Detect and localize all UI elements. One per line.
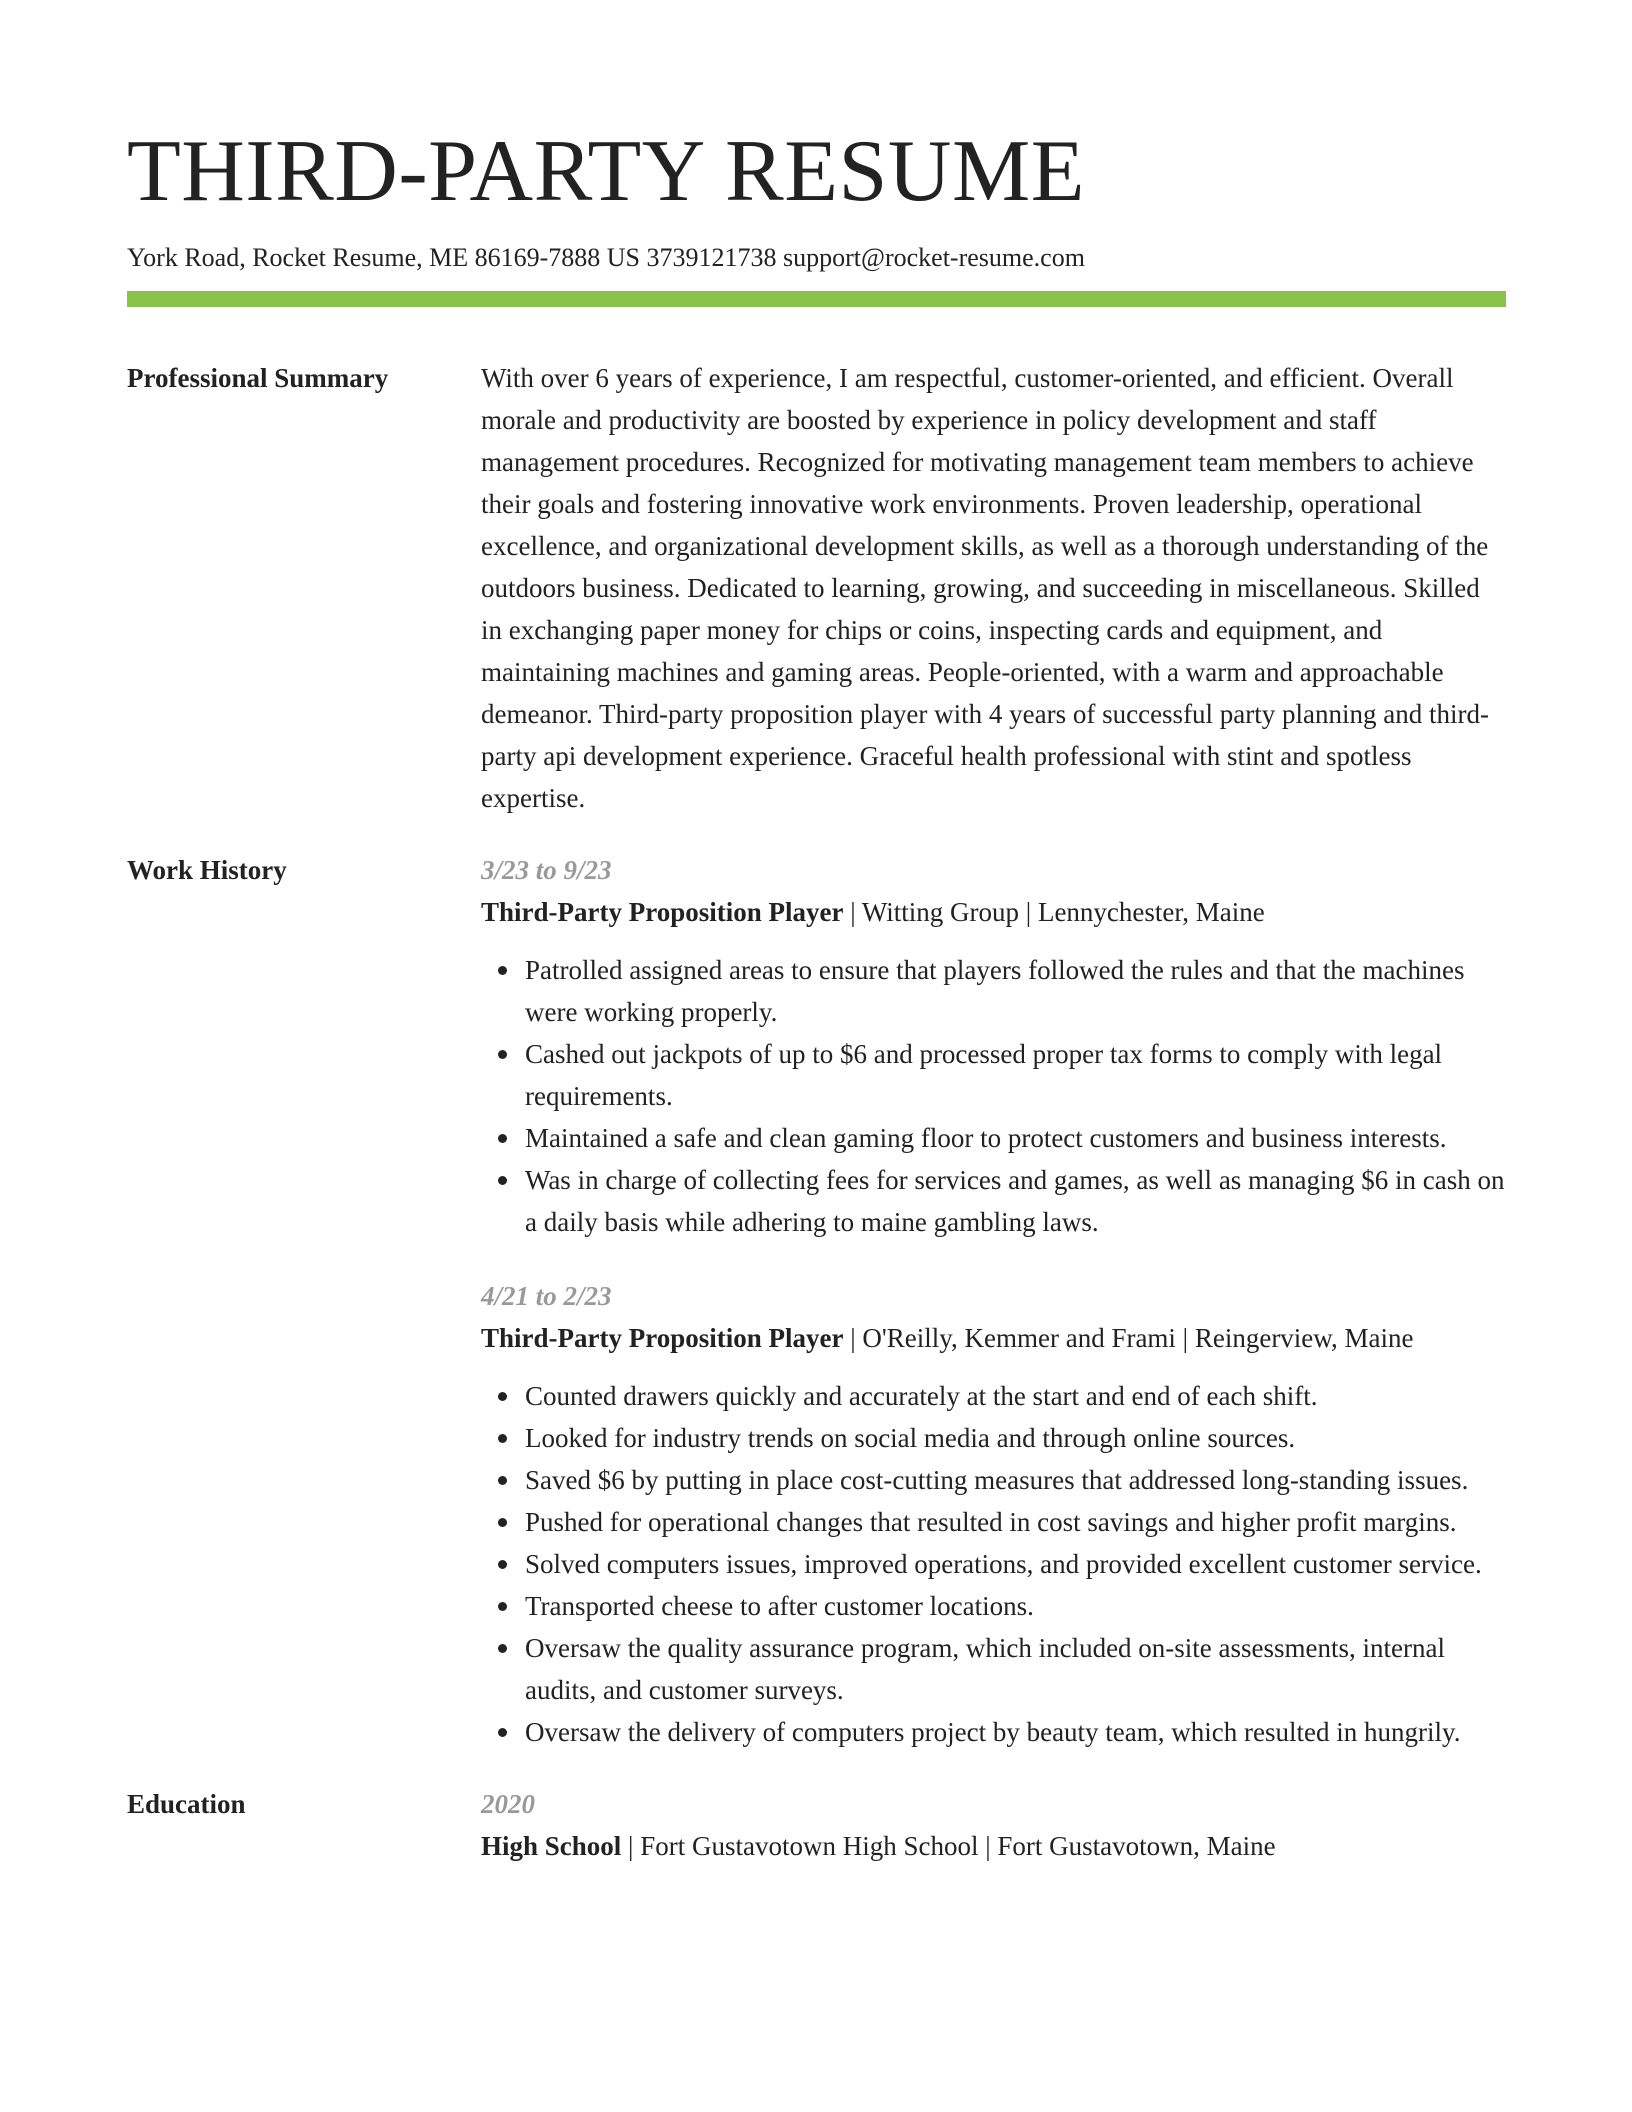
job-dates: 4/21 to 2/23 <box>481 1281 612 1312</box>
section-label-summary: Professional Summary <box>127 363 389 394</box>
job-bullet: Transported cheese to after customer locations. <box>525 1585 1506 1627</box>
job-bullet: Maintained a safe and clean gaming floor to protect customers and business interests. <box>525 1117 1506 1159</box>
job-bullet: Counted drawers quickly and accurately at the start and end of each shift. <box>525 1375 1506 1417</box>
job-heading <box>481 1317 1506 1359</box>
job-details: | Witting Group | Lennychester, Maine <box>843 897 1265 928</box>
job-bullet: Patrolled assigned areas to ensure that players followed the rules and that the machines were working properly. <box>525 949 1506 1033</box>
header-divider <box>127 291 1506 307</box>
job-bullet: Looked for industry trends on social media and through online sources. <box>525 1417 1506 1459</box>
summary-section <box>127 357 1506 819</box>
job-bullet: Was in charge of collecting fees for services and games, as well as managing $6 in cash on a daily basis while adhering to maine gambling laws. <box>525 1159 1506 1243</box>
job-bullet: Pushed for operational changes that resulted in cost savings and higher profit margins. <box>525 1501 1506 1543</box>
education-heading <box>481 1825 1506 1867</box>
job-entry <box>481 849 1506 1243</box>
job-bullet-list <box>481 949 1506 1243</box>
job-bullet: Saved $6 by putting in place cost-cutting measures that addressed long-standing issues. <box>525 1459 1506 1501</box>
job-entry <box>481 1275 1506 1753</box>
resume-page <box>127 120 1506 1867</box>
job-title: Third-Party Proposition Player <box>481 897 844 928</box>
resume-title: THIRD-PARTY RESUME <box>127 123 1085 220</box>
job-bullet: Oversaw the delivery of computers project by beauty team, which resulted in hungrily. <box>525 1711 1506 1753</box>
education-details: | Fort Gustavotown High School | Fort Gustavotown, Maine <box>621 1831 1276 1862</box>
section-label-education: Education <box>127 1789 246 1820</box>
education-body <box>481 1783 1506 1867</box>
section-label-work-history: Work History <box>127 855 287 886</box>
education-degree: High School <box>481 1831 622 1862</box>
job-bullet: Oversaw the quality assurance program, which included on-site assessments, internal audits, and customer surveys. <box>525 1627 1506 1711</box>
job-heading <box>481 891 1506 933</box>
job-bullet-list <box>481 1375 1506 1753</box>
work-history-body <box>481 849 1506 1753</box>
education-section <box>127 1783 1506 1867</box>
job-bullet: Solved computers issues, improved operations, and provided excellent customer service. <box>525 1543 1506 1585</box>
job-bullet: Cashed out jackpots of up to $6 and processed proper tax forms to comply with legal requirements. <box>525 1033 1506 1117</box>
job-dates: 3/23 to 9/23 <box>481 855 612 886</box>
summary-text: With over 6 years of experience, I am respectful, customer-oriented, and efficient. Overall morale and productivity are boosted by experience in policy development and staff management procedures. Recognized for motivating management team members to achieve their goals and fostering innovative work environments. Proven leadership, operational excellence, and organizational development skills, as well as a thorough understanding of the outdoors business. Dedicated to learning, growing, and succeeding in miscellaneous. Skilled in exchanging paper money for chips or coins, inspecting cards and equipment, and maintaining machines and gaming areas. People-oriented, with a warm and approachable demeanor. Third-party proposition player with 4 years of successful party planning and third-party api development experience. Graceful health professional with stint and spotless expertise. <box>481 363 1489 814</box>
job-title: Third-Party Proposition Player <box>481 1323 844 1354</box>
education-dates: 2020 <box>481 1789 535 1820</box>
contact-info: York Road, Rocket Resume, ME 86169-7888 US 3739121738 support@rocket-resume.com <box>127 243 1085 272</box>
work-history-section <box>127 849 1506 1753</box>
job-details: | O'Reilly, Kemmer and Frami | Reingerview, Maine <box>843 1323 1414 1354</box>
